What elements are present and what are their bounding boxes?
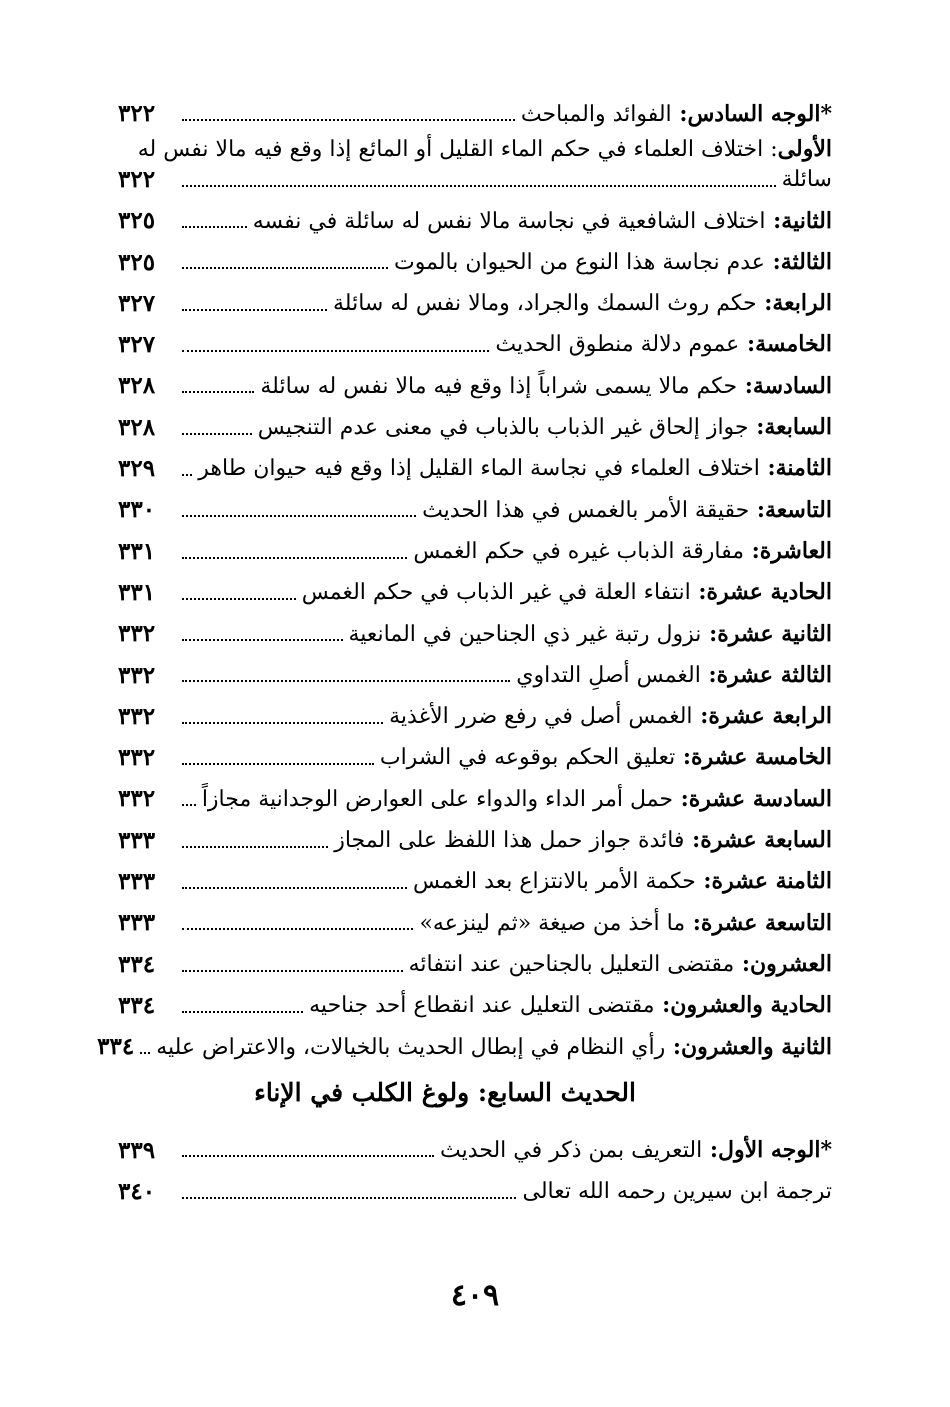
toc-entry-page: ٣٣٢ [118, 661, 156, 689]
toc-list-top [97, 88, 832, 1062]
toc-entry-page: ٣٢٢ [118, 100, 156, 128]
toc-entry-title: مقتضى التعليل بالجناحين عند انتفائه [408, 951, 735, 977]
toc-entry [118, 129, 832, 195]
toc-entry-leader-dots [182, 598, 296, 600]
toc-entry-title: عموم دلالة منطوق الحديث [495, 332, 740, 358]
toc-entry-separator: : [701, 620, 718, 647]
toc-entry-label: السادسة [752, 372, 832, 399]
toc-entry-separator: : [690, 579, 707, 606]
toc-entry [118, 195, 832, 236]
toc-entry-label: الخامسة [755, 331, 832, 358]
toc-entry [118, 856, 832, 897]
toc-entry-label: الحادية والعشرون [670, 992, 832, 1019]
table-of-contents [97, 88, 832, 1207]
toc-entry-label: الثالثة عشرة [716, 661, 832, 688]
toc-entry-line [118, 135, 832, 165]
toc-entry [118, 277, 832, 318]
section-heading: الحديث السابع: ولوغ الكلب في الإناء [254, 1078, 636, 1108]
toc-entry [97, 1021, 832, 1062]
toc-entry [118, 1124, 832, 1165]
toc-entry-title: الغمس أصلِ التداوي [516, 662, 701, 688]
toc-entry-text [380, 743, 832, 773]
toc-entry-separator: : [702, 1136, 718, 1163]
toc-entry-page: ٣٢٧ [118, 331, 156, 359]
toc-entry-leader-dots [182, 474, 192, 476]
toc-entry-label: الثانية والعشرون [681, 1033, 832, 1060]
toc-entry-leader-dots [182, 267, 388, 269]
toc-entry-separator: : [749, 496, 765, 523]
toc-entry-label: التاسعة عشرة [700, 909, 832, 936]
toc-entry-page: ٣٣٤ [118, 950, 156, 978]
toc-entry-page: ٣٣٤ [97, 1033, 135, 1061]
toc-entry [118, 649, 832, 690]
toc-entry [118, 319, 832, 360]
toc-entry-page: ٣٢٩ [118, 455, 156, 483]
toc-entry-leader-dots [182, 515, 416, 517]
toc-entry-separator: : [734, 950, 751, 977]
toc-entry-text [422, 496, 832, 526]
toc-entry-title: حكم روث السمك والجراد، ومالا نفس له سائلة [333, 291, 757, 317]
toc-entry-page: ٣٣٢ [118, 620, 156, 648]
toc-entry-leader-dots [182, 350, 489, 352]
toc-entry-leader-dots [182, 185, 776, 187]
toc-entry-text [198, 454, 832, 484]
toc-entry-text [413, 537, 832, 567]
toc-entry-label: *الوجه الأول [717, 1136, 832, 1163]
toc-entry-page: ٣٣٣ [118, 909, 156, 937]
toc-entry-text [521, 100, 832, 130]
toc-entry-leader-dots [182, 763, 374, 765]
toc-entry-label: الرابعة [772, 290, 832, 317]
toc-entry [118, 401, 832, 442]
toc-entry [118, 814, 832, 855]
toc-entry-leader-dots [182, 391, 254, 393]
toc-entry-page: ٣٢٧ [118, 289, 156, 317]
toc-entry-label: السادسة عشرة [688, 785, 832, 812]
toc-entry-leader-dots [182, 433, 252, 435]
toc-entry [118, 690, 832, 731]
toc-entry-leader-dots [182, 887, 407, 889]
toc-entry-label: الثانية [781, 207, 832, 234]
toc-entry-title: نزول رتبة غير ذي الجناحين في المانعية [348, 621, 702, 647]
toc-entry-leader-dots [182, 846, 328, 848]
toc-entry-label: الأولى [777, 136, 832, 163]
toc-entry-text [389, 702, 832, 732]
toc-entry-separator: : [759, 455, 776, 482]
toc-entry-separator: : [756, 290, 773, 317]
toc-entry-leader-dots [182, 1197, 516, 1199]
toc-entry-title: اختلاف العلماء في حكم الماء القليل أو المائع إذا وقع فيه مالا نفس له [137, 137, 764, 163]
toc-entry-title-continued: سائلة [781, 167, 832, 193]
toc-entry-separator: : [685, 909, 701, 936]
toc-entry-title: مفارقة الذباب غيره في حكم الغمس [413, 538, 744, 564]
toc-entry-label: السابعة عشرة [700, 827, 832, 854]
toc-entry-label: الثالثة [780, 248, 832, 275]
toc-entry-title: اختلاف الشافعية في نجاسة مالا نفس له سائلة في نفسه [252, 208, 766, 234]
toc-entry-text [419, 909, 832, 939]
toc-entry-text [394, 248, 832, 278]
toc-entry-page: ٣٣٢ [118, 744, 156, 772]
toc-entry-separator: : [700, 661, 717, 688]
toc-entry-label: *الوجه السادس [687, 100, 832, 127]
toc-entry-leader-dots [182, 226, 247, 228]
toc-entry-separator: : [671, 100, 688, 127]
toc-entry-title: جواز إلحاق غير الذباب بالذباب في معنى عدم التنجيس [257, 415, 749, 441]
toc-entry [118, 732, 832, 773]
toc-entry-text [333, 289, 832, 319]
toc-entry-page: ٣٣٣ [118, 868, 156, 896]
toc-entry-page: ٣٣٠ [118, 496, 156, 524]
toc-entry-leader-dots [140, 1052, 150, 1054]
toc-entry [118, 608, 832, 649]
toc-entry-page: ٣٣٩ [118, 1136, 156, 1164]
toc-entry-label: التاسعة [765, 496, 832, 523]
toc-entry-label: العشرون [750, 950, 832, 977]
toc-entry-leader-dots [182, 1155, 434, 1157]
toc-entry-title: فائدة جواز حمل هذا اللفظ على المجاز [334, 828, 685, 854]
toc-entry-label: الثانية عشرة [717, 620, 832, 647]
toc-entry [118, 443, 832, 484]
toc-entry [118, 484, 832, 525]
toc-entry-separator: : [737, 372, 753, 399]
toc-entry [118, 1165, 832, 1206]
toc-entry-page: ٣٢٨ [118, 413, 156, 441]
toc-entry [118, 360, 832, 401]
toc-entry-text [522, 1177, 832, 1207]
toc-entry-leader-dots [182, 557, 407, 559]
toc-entry-page: ٣٢٢ [118, 166, 156, 193]
toc-entry-leader-dots [182, 1011, 303, 1013]
toc-entry-separator: : [743, 537, 760, 564]
toc-entry-leader-dots [182, 639, 343, 641]
toc-entry-separator: : [764, 248, 781, 275]
toc-entry-page: ٣٣٢ [118, 785, 156, 813]
toc-entry-title: اختلاف العلماء في نجاسة الماء القليل إذا وقع فيه حيوان طاهر [198, 456, 760, 482]
toc-entry-leader-dots [182, 928, 413, 930]
toc-entry-title: ترجمة ابن سيرين رحمه الله تعالى [522, 1179, 832, 1205]
toc-entry-page: ٣٣٢ [118, 702, 156, 730]
toc-entry [118, 88, 832, 129]
toc-entry-separator: : [695, 868, 712, 895]
toc-entry-separator: : [692, 703, 709, 730]
toc-entry-text [495, 330, 832, 360]
toc-entry-separator: : [748, 414, 765, 441]
toc-entry-separator: : [739, 331, 756, 358]
toc-entry-text [202, 785, 832, 815]
toc-entry-leader-dots [182, 970, 403, 972]
toc-entry-text [516, 661, 832, 691]
toc-entry-page: ٣٤٠ [118, 1177, 156, 1205]
toc-entry-title: التعريف بمن ذكر في الحديث [439, 1137, 703, 1163]
toc-entry-title: الفوائد والمباحث [520, 101, 672, 127]
toc-entry-leader-dots [182, 309, 327, 311]
toc-entry-page: ٣٢٥ [118, 207, 156, 235]
toc-entry-title: رأي النظام في إبطال الحديث بالخيالات، والاعتراض عليه [156, 1034, 666, 1060]
toc-entry-text [260, 372, 832, 402]
toc-entry-separator: : [763, 137, 778, 163]
toc-entry-leader-dots [182, 680, 510, 682]
toc-entry-separator: : [654, 992, 671, 1019]
toc-entry-title: الغمس أصل في رفع ضرر الأغذية [389, 704, 693, 730]
toc-list-bottom [118, 1124, 832, 1207]
toc-entry [118, 236, 832, 277]
toc-entry-title: تعليق الحكم بوقوعه في الشراب [379, 745, 676, 771]
toc-entry [118, 567, 832, 608]
toc-entry-text [440, 1136, 832, 1166]
toc-entry-page: ٣٣١ [118, 578, 156, 606]
toc-entry-page: ٣٣١ [118, 537, 156, 565]
toc-entry-text [258, 413, 832, 443]
toc-entry-title: حكم مالا يسمى شراباً إذا وقع فيه مالا نفس له سائلة [260, 373, 738, 399]
toc-entry [118, 980, 832, 1021]
toc-entry [118, 938, 832, 979]
toc-entry-leader-dots [182, 119, 515, 121]
toc-entry [118, 773, 832, 814]
toc-entry-text [156, 1033, 832, 1063]
toc-entry-text [409, 950, 832, 980]
toc-entry-title: انتفاء العلة في غير الذباب في حكم الغمس [301, 580, 691, 606]
toc-entry-page: ٣٣٣ [118, 826, 156, 854]
toc-entry-label: الرابعة عشرة [708, 703, 832, 730]
toc-entry-label: العاشرة [759, 537, 832, 564]
toc-entry-text [334, 826, 832, 856]
toc-entry-leader-dots [182, 804, 196, 806]
toc-entry-page: ٣٣٤ [118, 991, 156, 1019]
page-number: ٤٠٩ [450, 1278, 500, 1313]
toc-entry-label: الخامسة عشرة [690, 744, 832, 771]
toc-entry-separator: : [672, 785, 689, 812]
toc-entry-text [302, 578, 832, 608]
toc-entry-title: حكمة الأمر بالانتزاع بعد الغمس [412, 869, 696, 895]
toc-entry-separator: : [765, 207, 782, 234]
toc-entry-page: ٣٢٥ [118, 248, 156, 276]
toc-entry-label: الثامنة عشرة [711, 868, 832, 895]
toc-entry-title: مقتضى التعليل عند انقطاع أحد جناحيه [309, 993, 655, 1019]
toc-entry-line [118, 165, 832, 195]
toc-entry [118, 897, 832, 938]
toc-entry-leader-dots [182, 722, 383, 724]
toc-entry-title: ما أخذ من صيغة «ثم لينزعه» [419, 910, 686, 936]
toc-entry-text [309, 991, 832, 1021]
toc-entry-separator: : [665, 1033, 682, 1060]
toc-entry-label: السابعة [764, 414, 832, 441]
toc-entry-text [253, 207, 832, 237]
toc-entry-label: الحادية عشرة [706, 579, 832, 606]
toc-entry-separator: : [684, 827, 701, 854]
toc-entry-text [349, 620, 833, 650]
toc-entry-separator: : [675, 744, 691, 771]
toc-entry-title: حقيقة الأمر بالغمس في هذا الحديث [422, 497, 750, 523]
toc-entry-title: حمل أمر الداء والدواء على العوارض الوجدانية مجازاً [201, 786, 673, 812]
toc-entry-page: ٣٢٨ [118, 372, 156, 400]
toc-entry-text [413, 867, 832, 897]
toc-entry-title: عدم نجاسة هذا النوع من الحيوان بالموت [394, 249, 765, 275]
toc-entry [118, 525, 832, 566]
toc-entry-label: الثامنة [775, 455, 832, 482]
